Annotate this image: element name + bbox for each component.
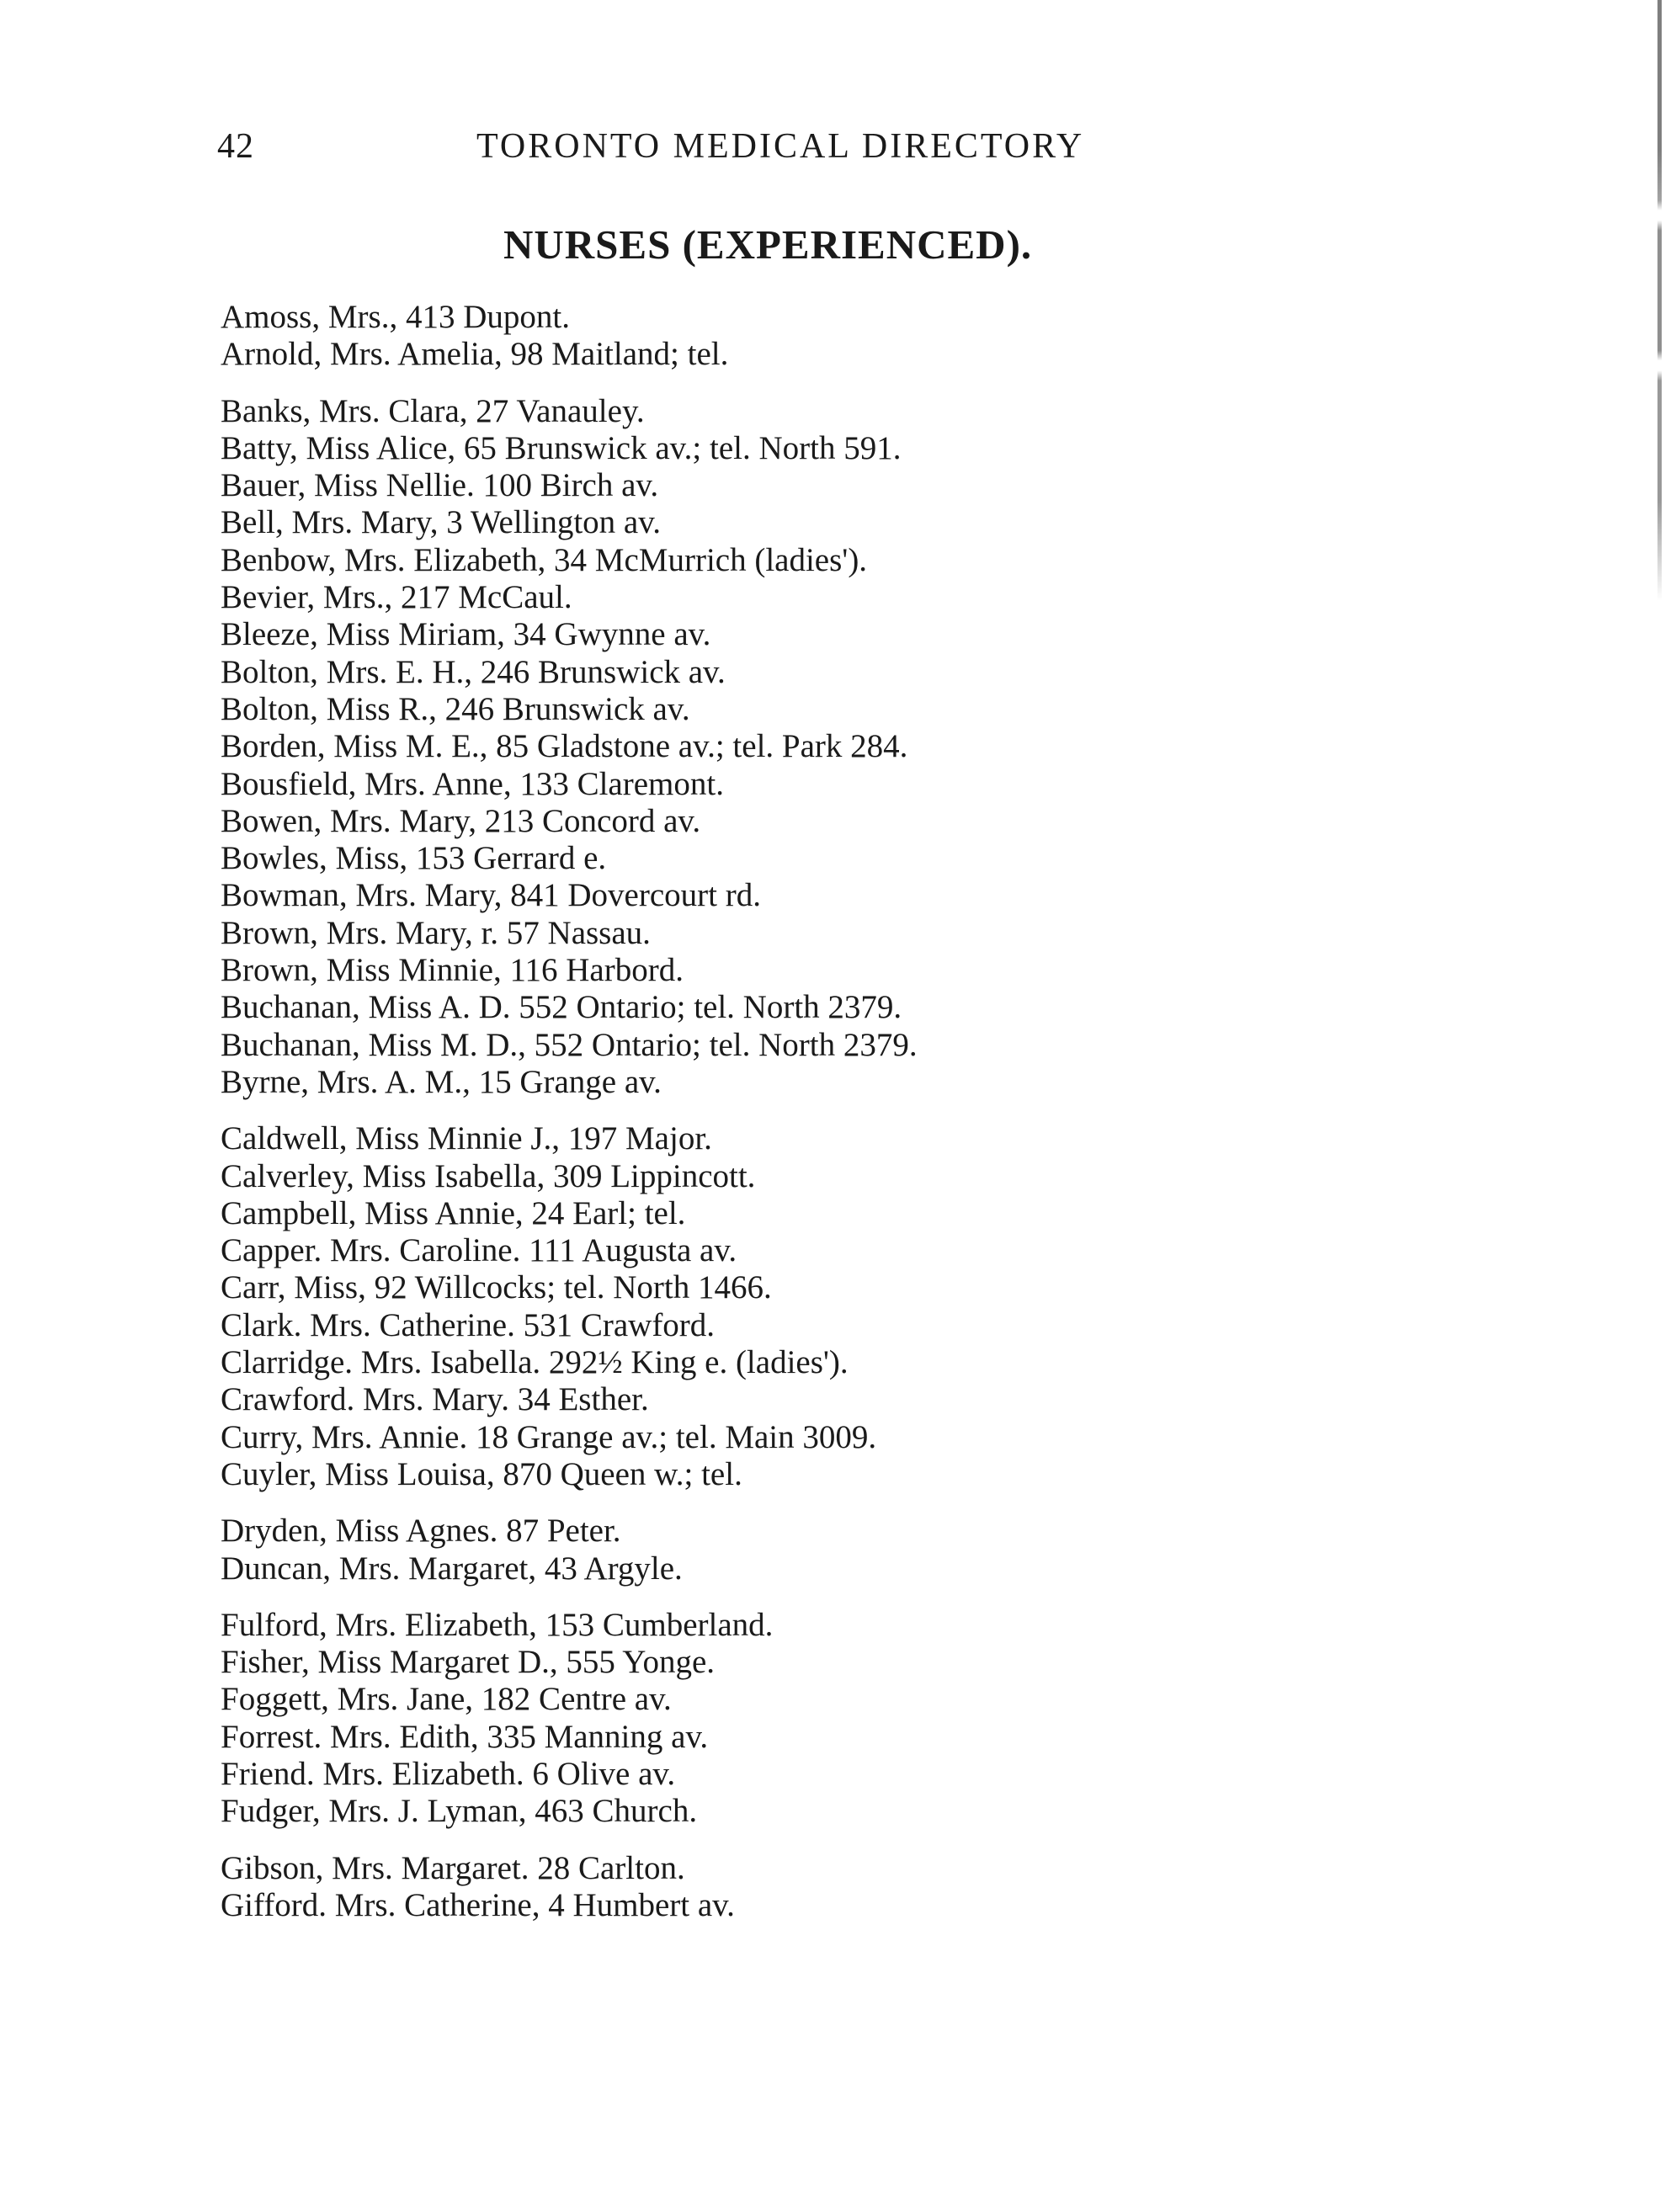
directory-entry: Foggett, Mrs. Jane, 182 Centre av. bbox=[221, 1681, 672, 1718]
directory-entry: Buchanan, Miss M. D., 552 Ontario; tel. North 2379. bbox=[221, 1026, 918, 1063]
directory-entry: Byrne, Mrs. A. M., 15 Grange av. bbox=[221, 1063, 662, 1100]
directory-entry: Bolton, Miss R., 246 Brunswick av. bbox=[221, 690, 690, 727]
nurse-listing bbox=[221, 299, 1399, 1943]
entry-group bbox=[221, 1850, 1399, 1925]
directory-entry: Bowman, Mrs. Mary, 841 Dovercourt rd. bbox=[221, 877, 761, 914]
directory-entry: Bolton, Mrs. E. H., 246 Brunswick av. bbox=[221, 653, 726, 690]
directory-entry: Fudger, Mrs. J. Lyman, 463 Church. bbox=[221, 1793, 698, 1830]
directory-entry: Gibson, Mrs. Margaret. 28 Carlton. bbox=[221, 1849, 685, 1886]
page-edge-scan-marks bbox=[1625, 0, 1676, 2212]
directory-entry: Capper. Mrs. Caroline. 111 Augusta av. bbox=[221, 1232, 737, 1269]
entry-group bbox=[221, 1513, 1399, 1587]
directory-entry: Caldwell, Miss Minnie J., 197 Major. bbox=[221, 1120, 712, 1157]
directory-entry: Forrest. Mrs. Edith, 335 Manning av. bbox=[221, 1718, 709, 1755]
directory-entry: Brown, Mrs. Mary, r. 57 Nassau. bbox=[221, 914, 651, 951]
entry-group bbox=[221, 299, 1399, 374]
entry-group bbox=[221, 1607, 1399, 1831]
directory-entry: Curry, Mrs. Annie. 18 Grange av.; tel. Main 3009. bbox=[221, 1418, 877, 1455]
directory-entry: Bevier, Mrs., 217 McCaul. bbox=[221, 579, 572, 616]
page-edge-line bbox=[1657, 0, 1662, 1002]
directory-entry: Benbow, Mrs. Elizabeth, 34 McMurrich (ladies'). bbox=[221, 541, 868, 578]
entry-group bbox=[221, 393, 1399, 1102]
directory-entry: Batty, Miss Alice, 65 Brunswick av.; tel. North 591. bbox=[221, 429, 902, 466]
directory-entry: Amoss, Mrs., 413 Dupont. bbox=[221, 299, 570, 335]
directory-entry: Bowles, Miss, 153 Gerrard e. bbox=[221, 840, 607, 877]
directory-entry: Friend. Mrs. Elizabeth. 6 Olive av. bbox=[221, 1755, 676, 1792]
directory-entry: Dryden, Miss Agnes. 87 Peter. bbox=[221, 1513, 621, 1550]
directory-entry: Cuyler, Miss Louisa, 870 Queen w.; tel. bbox=[221, 1455, 742, 1492]
section-heading: NURSES (EXPERIENCED). bbox=[503, 221, 1033, 268]
directory-entry: Campbell, Miss Annie, 24 Earl; tel. bbox=[221, 1194, 686, 1231]
directory-entry: Fisher, Miss Margaret D., 555 Yonge. bbox=[221, 1644, 716, 1681]
directory-entry: Borden, Miss M. E., 85 Gladstone av.; tel. Park 284. bbox=[221, 728, 908, 765]
directory-entry: Bowen, Mrs. Mary, 213 Concord av. bbox=[221, 802, 701, 839]
directory-entry: Buchanan, Miss A. D. 552 Ontario; tel. North 2379. bbox=[221, 989, 902, 1026]
directory-entry: Bell, Mrs. Mary, 3 Wellington av. bbox=[221, 504, 661, 541]
running-title: TORONTO MEDICAL DIRECTORY bbox=[476, 127, 1085, 166]
directory-entry: Calverley, Miss Isabella, 309 Lippincott. bbox=[221, 1157, 756, 1194]
directory-entry: Banks, Mrs. Clara, 27 Vanauley. bbox=[221, 392, 645, 429]
directory-entry: Bousfield, Mrs. Anne, 133 Claremont. bbox=[221, 765, 724, 802]
page-number: 42 bbox=[217, 127, 254, 166]
directory-entry: Gifford. Mrs. Catherine, 4 Humbert av. bbox=[221, 1886, 735, 1923]
directory-entry: Fulford, Mrs. Elizabeth, 153 Cumberland. bbox=[221, 1606, 774, 1643]
directory-entry: Bleeze, Miss Miriam, 34 Gwynne av. bbox=[221, 616, 711, 653]
directory-entry: Bauer, Miss Nellie. 100 Birch av. bbox=[221, 467, 659, 504]
entry-group bbox=[221, 1120, 1399, 1493]
directory-entry: Crawford. Mrs. Mary. 34 Esther. bbox=[221, 1381, 649, 1418]
directory-entry: Arnold, Mrs. Amelia, 98 Maitland; tel. bbox=[221, 336, 729, 373]
directory-entry: Brown, Miss Minnie, 116 Harbord. bbox=[221, 952, 684, 989]
directory-entry: Clarridge. Mrs. Isabella. 292½ King e. (ladies'). bbox=[221, 1344, 849, 1381]
directory-entry: Clark. Mrs. Catherine. 531 Crawford. bbox=[221, 1306, 716, 1343]
directory-entry: Carr, Miss, 92 Willcocks; tel. North 1466. bbox=[221, 1269, 772, 1306]
directory-entry: Duncan, Mrs. Margaret, 43 Argyle. bbox=[221, 1550, 683, 1587]
